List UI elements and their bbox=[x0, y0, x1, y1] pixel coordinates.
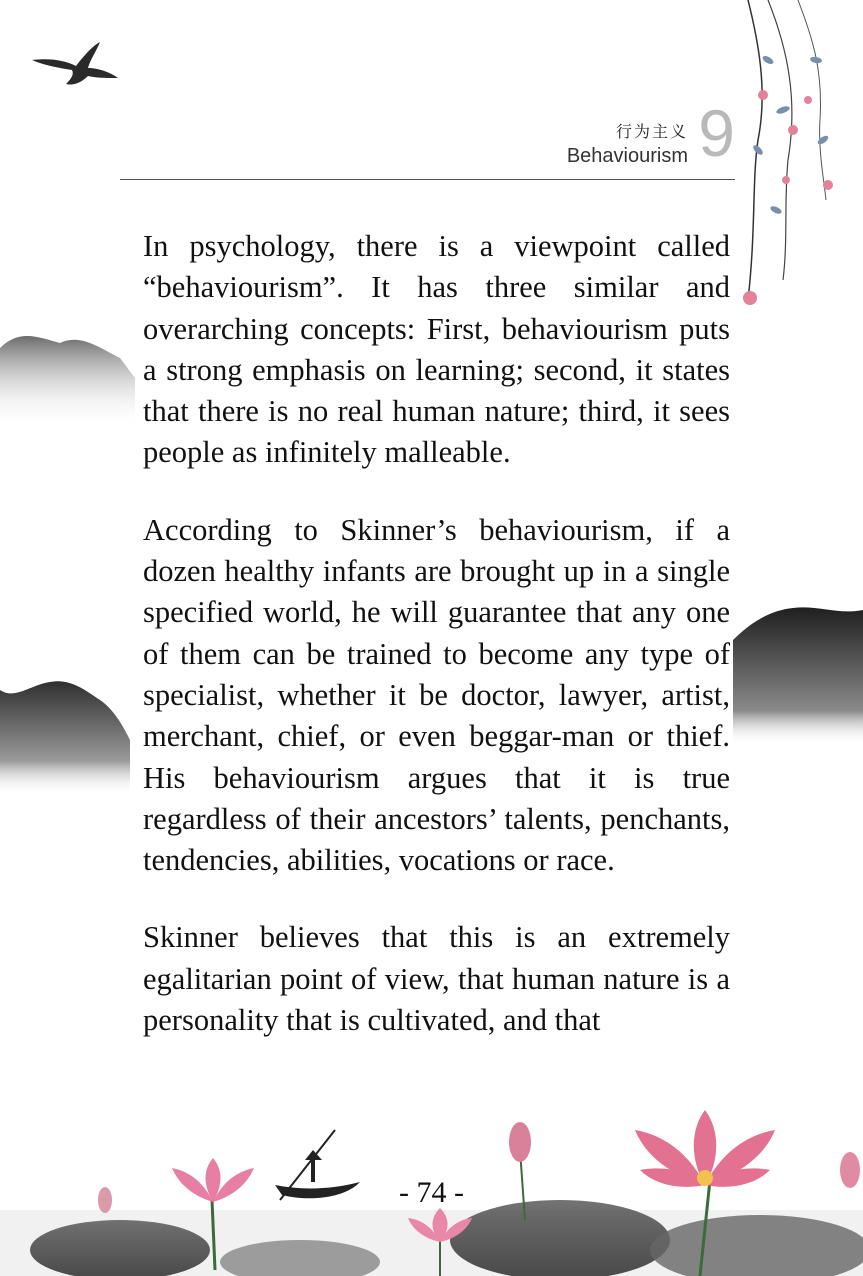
ink-mountain-mist bbox=[733, 600, 863, 745]
chapter-number: 9 bbox=[698, 96, 735, 170]
chapter-header bbox=[120, 96, 735, 180]
page-number: - 74 - bbox=[399, 1176, 464, 1209]
chapter-title-english: Behaviourism bbox=[566, 145, 688, 167]
chapter-title-chinese: 行为主义 bbox=[615, 122, 688, 141]
swallow-illustration bbox=[30, 38, 120, 93]
paragraph: In psychology, there is a viewpoint called “behaviourism”. It has three similar and overarching concepts: First, behaviourism puts a strong emphasis on learning; second, it states that there is no real human nature; third, it sees people as infinitely malleable. bbox=[143, 229, 730, 470]
ink-mountain-mist bbox=[0, 670, 130, 795]
ink-mountain-mist bbox=[0, 318, 135, 428]
paragraph: Skinner believes that this is an extremely egalitarian point of view, that human nature is a personality that is cultivated, and that bbox=[143, 920, 730, 1038]
header-divider bbox=[120, 179, 735, 180]
body-text bbox=[143, 226, 730, 1077]
paragraph: According to Skinner’s behaviourism, if a dozen healthy infants are brought up in a single specified world, he will guarantee that any one of them can be trained to become any type of specialist, whether it be doctor, lawyer, artist, merchant, chief, or even beggar-man or thief. His behaviourism argues that it is true regardless of their ancestors’ talents, penchants, tendencies, abilities, vocations or race. bbox=[143, 512, 730, 878]
blossom-branch-illustration bbox=[728, 0, 863, 320]
